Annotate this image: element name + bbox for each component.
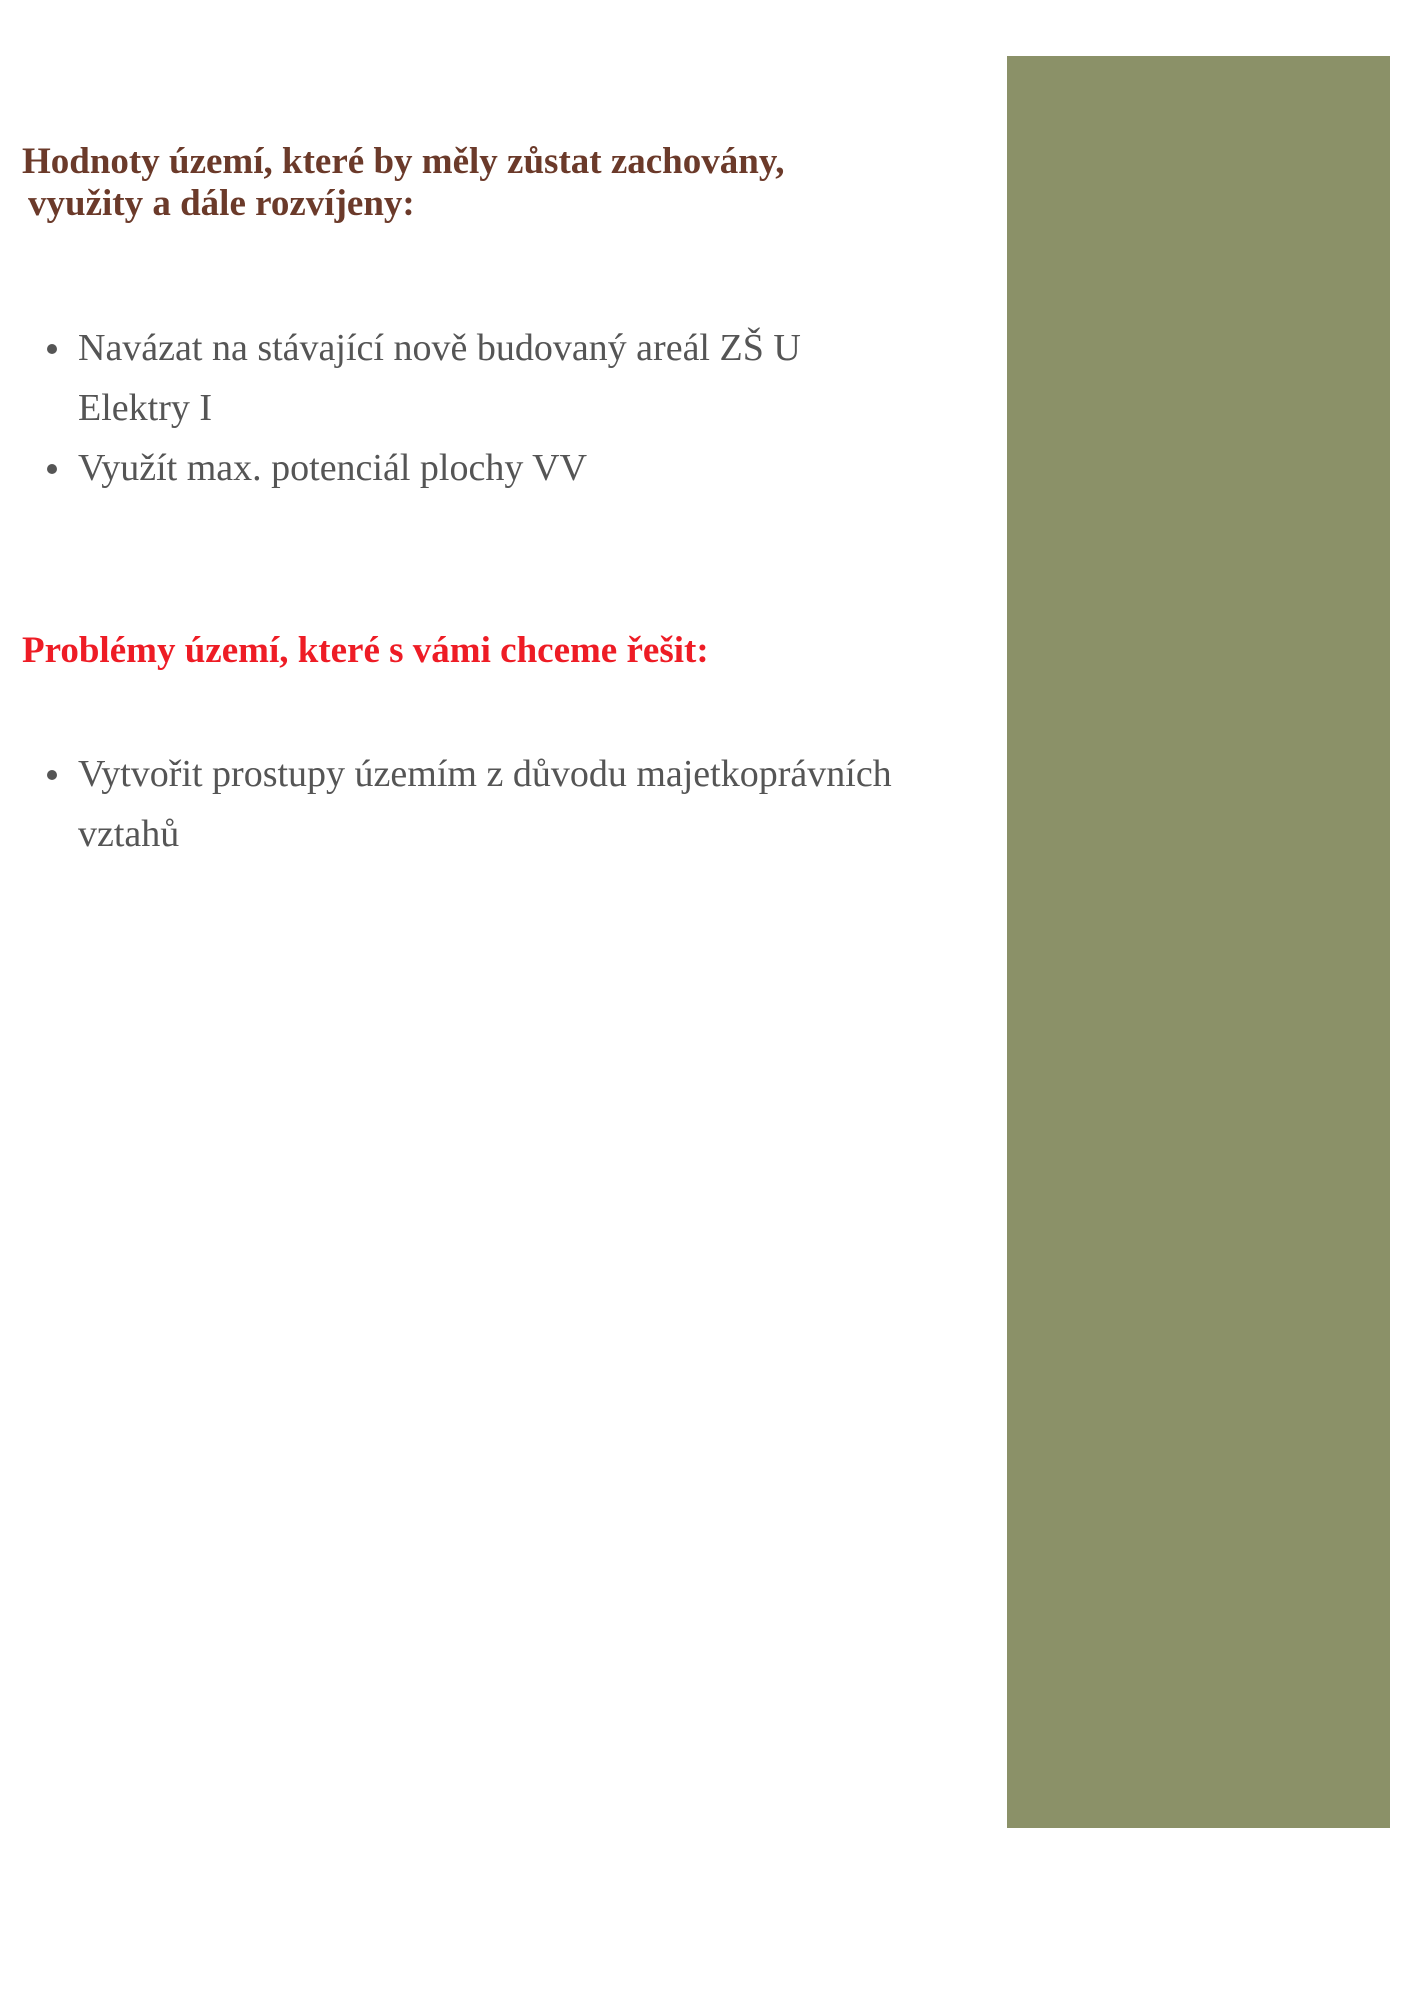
values-list-item bbox=[22, 318, 922, 438]
values-heading-line2: využity a dále rozvíjeny: bbox=[28, 183, 415, 224]
problems-heading: Problémy území, které s vámi chceme řešit: bbox=[22, 630, 709, 671]
values-heading-line1: Hodnoty území, které by měly zůstat zachovány, bbox=[22, 141, 785, 182]
problems-list-item bbox=[22, 744, 922, 864]
side-panel bbox=[1007, 56, 1390, 1828]
bullet-icon bbox=[47, 344, 57, 354]
values-heading bbox=[22, 141, 982, 225]
values-list-item-text: Navázat na stávající nově budovaný areál ZŠ U Elektry I bbox=[78, 327, 801, 429]
values-list-item-text: Využít max. potenciál plochy VV bbox=[78, 447, 588, 489]
problems-list bbox=[22, 744, 922, 864]
values-list bbox=[22, 318, 922, 498]
values-list-item bbox=[22, 438, 922, 498]
problems-list-item-text: Vytvořit prostupy územím z důvodu majetkoprávních vztahů bbox=[78, 753, 892, 855]
bullet-icon bbox=[47, 464, 57, 474]
bullet-icon bbox=[47, 770, 57, 780]
